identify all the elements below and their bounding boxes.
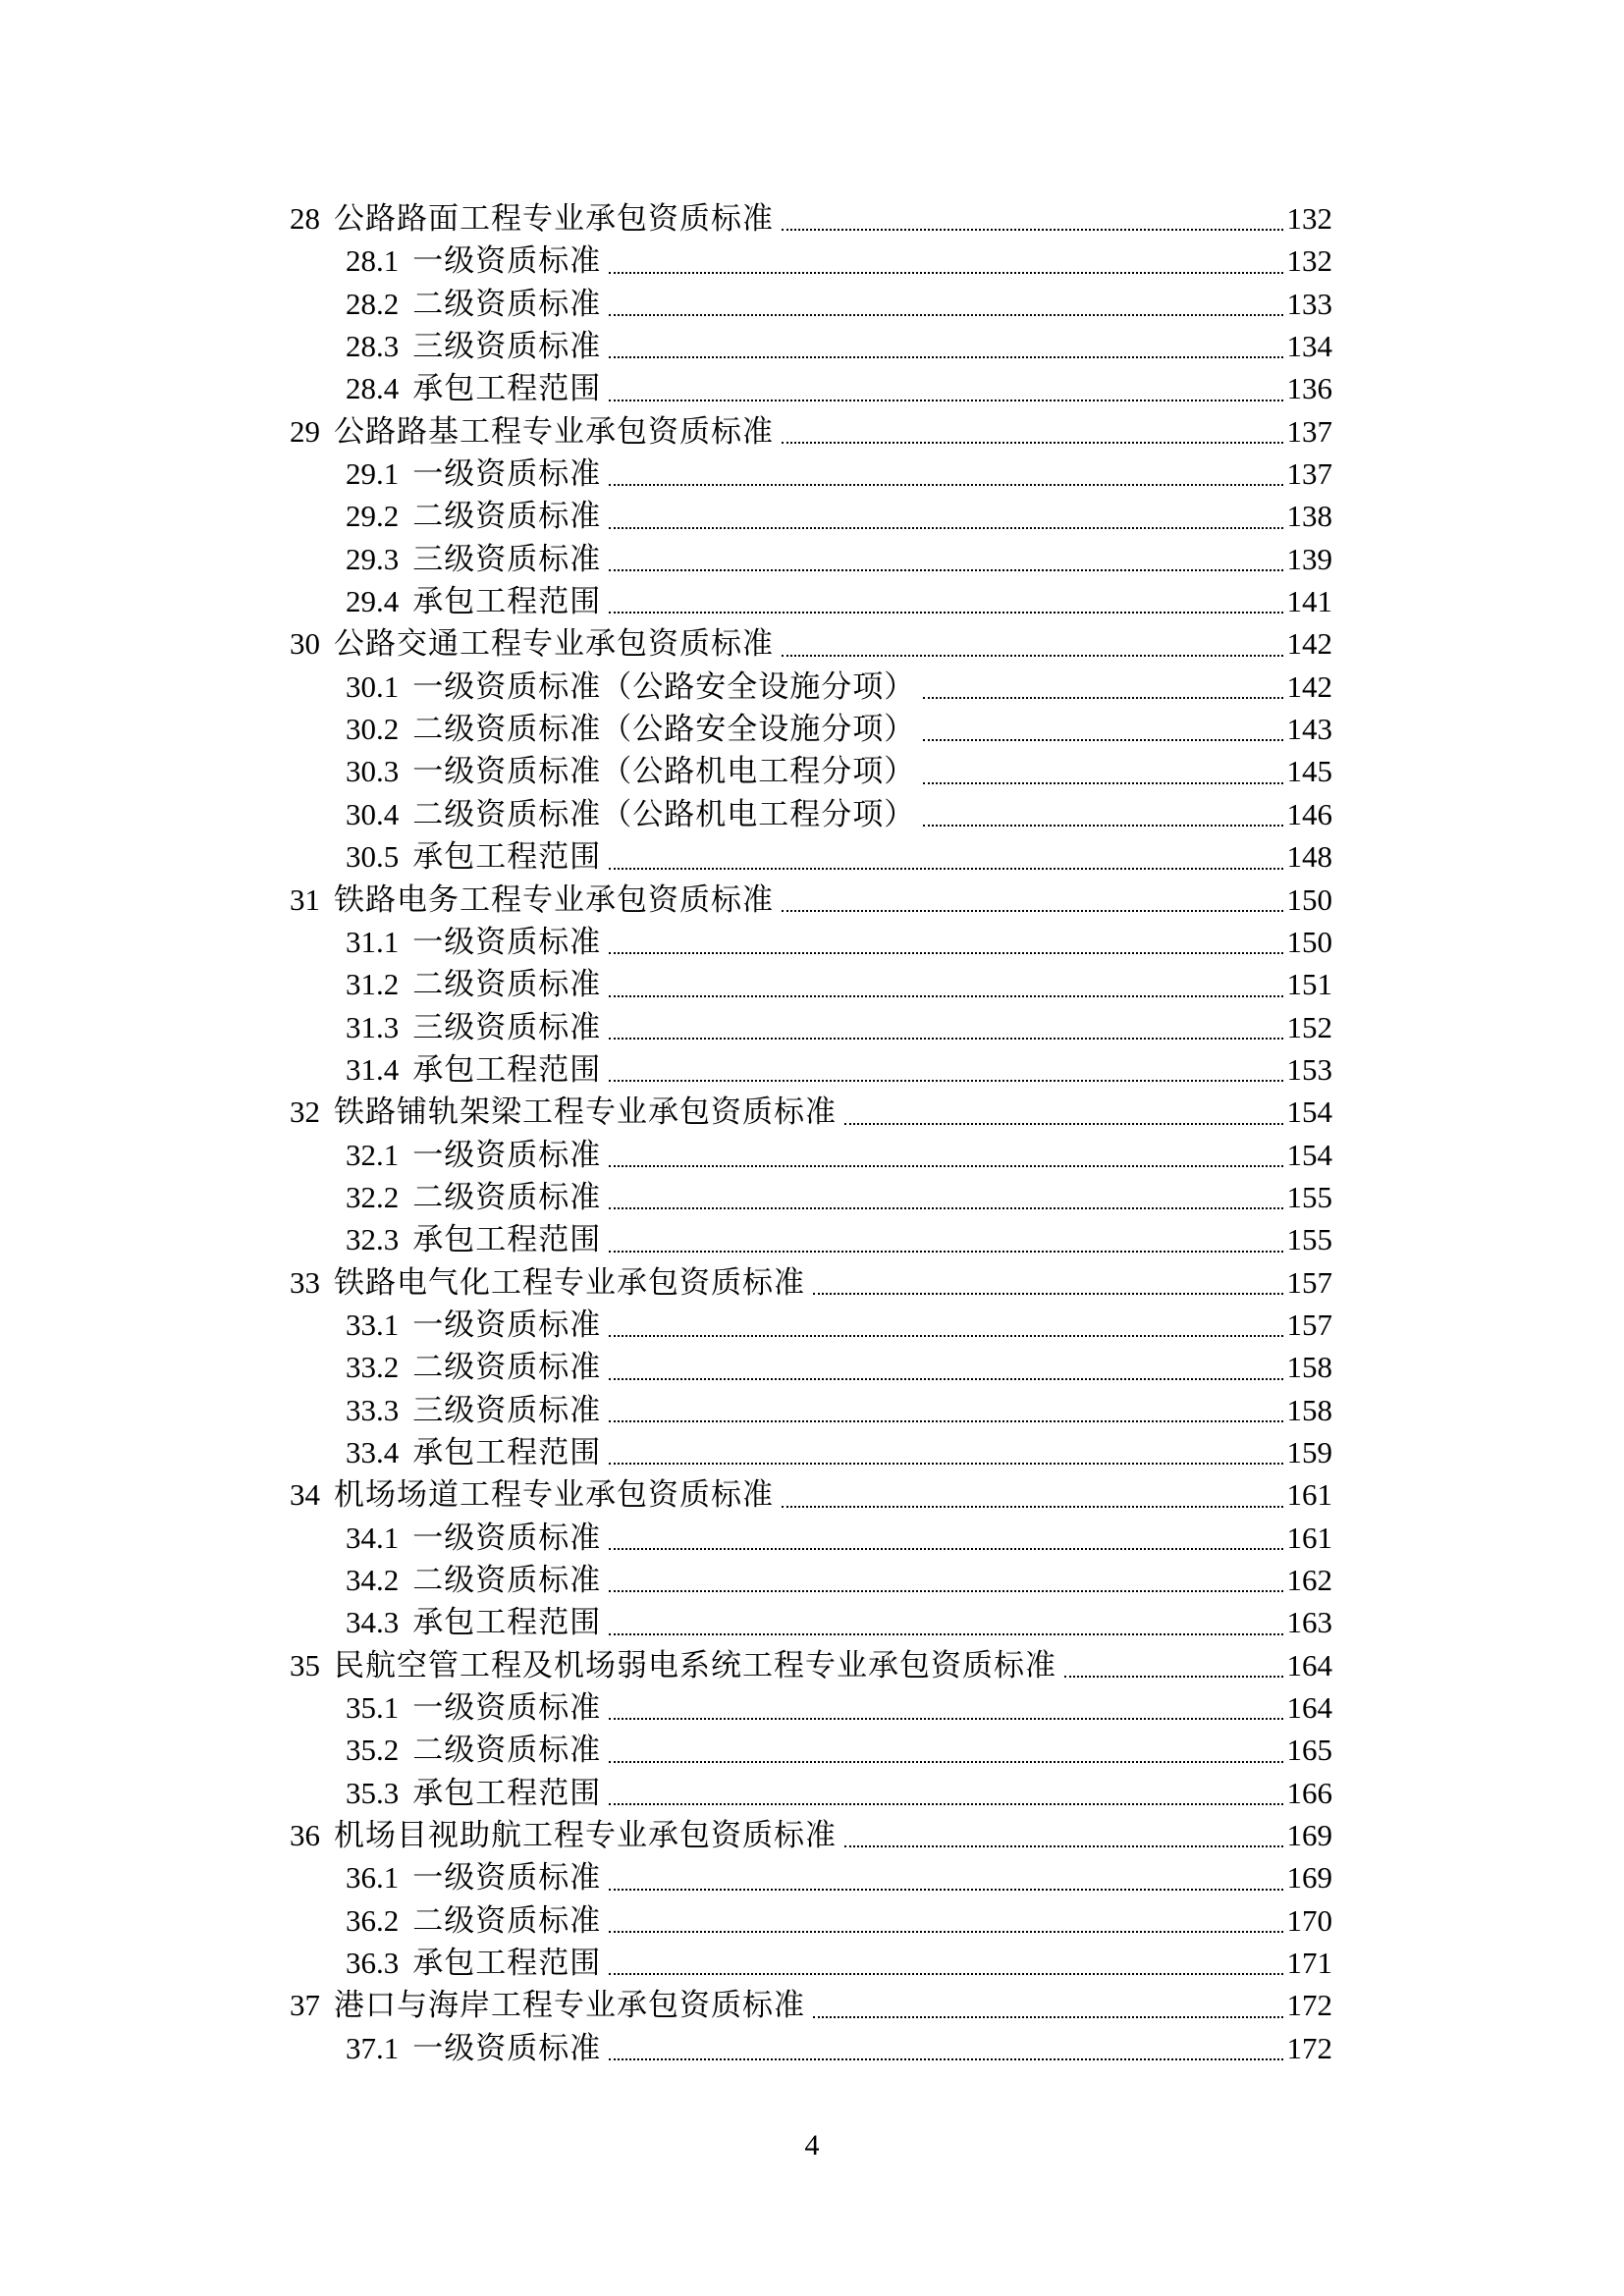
dot-leader xyxy=(601,835,1286,878)
dot-leader xyxy=(601,1686,1286,1729)
toc-entry[interactable] xyxy=(290,1091,1332,1133)
dot-leader xyxy=(601,1856,1286,1898)
dot-leader xyxy=(601,1601,1286,1643)
toc-entry-page: 132 xyxy=(1286,243,1332,279)
toc-entry-number: 35.2 xyxy=(346,1733,400,1768)
toc-entry[interactable] xyxy=(290,1984,1332,2026)
dot-leader xyxy=(601,1899,1286,1942)
toc-entry-number: 29.1 xyxy=(346,456,400,492)
toc-entry-number: 30.1 xyxy=(346,668,400,704)
toc-entry-number: 28.2 xyxy=(346,286,400,321)
toc-entry-number: 30.4 xyxy=(346,796,400,831)
toc-entry-page: 162 xyxy=(1286,1563,1332,1597)
toc-entry[interactable] xyxy=(290,240,1332,282)
toc-entry-page: 166 xyxy=(1286,1775,1332,1810)
toc-entry-title: 一级资质标准 xyxy=(412,2030,602,2065)
toc-entry-page: 143 xyxy=(1286,712,1332,747)
toc-entry[interactable] xyxy=(290,1517,1332,1559)
toc-entry-number: 28.1 xyxy=(346,243,400,279)
toc-entry-title: 承包工程范围 xyxy=(412,584,602,619)
toc-entry[interactable] xyxy=(290,1772,1332,1814)
toc-entry-number: 36.3 xyxy=(346,1946,400,1981)
toc-entry-title: 二级资质标准（公路安全设施分项） xyxy=(412,712,916,747)
toc-entry-title: 港口与海岸工程专业承包资质标准 xyxy=(334,1988,805,2023)
dot-leader xyxy=(805,1261,1287,1304)
toc-entry-title: 一级资质标准（公路安全设施分项） xyxy=(412,668,916,704)
toc-entry-page: 137 xyxy=(1286,456,1332,492)
toc-entry-number: 34.1 xyxy=(346,1520,400,1555)
toc-entry[interactable] xyxy=(290,1644,1332,1686)
toc-entry[interactable] xyxy=(290,1048,1332,1091)
toc-entry-page: 150 xyxy=(1286,924,1332,959)
toc-entry-number: 30.5 xyxy=(346,839,400,875)
dot-leader xyxy=(601,495,1286,537)
toc-entry-number: 30.2 xyxy=(346,712,400,747)
dot-leader xyxy=(601,1006,1286,1048)
dot-leader xyxy=(601,1942,1286,1984)
dot-leader xyxy=(774,622,1287,665)
toc-entry[interactable] xyxy=(290,708,1332,750)
dot-leader xyxy=(601,1389,1286,1431)
toc-entry-page: 172 xyxy=(1286,2030,1332,2065)
toc-entry[interactable] xyxy=(290,1899,1332,1942)
toc-entry-number: 33.2 xyxy=(346,1350,400,1385)
dot-leader xyxy=(774,879,1287,921)
toc-entry[interactable] xyxy=(290,1431,1332,1473)
dot-leader xyxy=(774,1473,1287,1516)
dot-leader xyxy=(601,1729,1286,1771)
toc-entry[interactable] xyxy=(290,1006,1332,1048)
toc-entry-title: 一级资质标准 xyxy=(412,1307,602,1342)
toc-entry[interactable] xyxy=(290,1601,1332,1643)
dot-leader xyxy=(915,793,1286,835)
toc-entry-title: 一级资质标准 xyxy=(412,1690,602,1726)
toc-entry-title: 二级资质标准 xyxy=(412,1733,602,1768)
toc-entry-number: 32.3 xyxy=(346,1222,400,1257)
page-number: 4 xyxy=(804,2129,820,2162)
toc-entry-number: 35.1 xyxy=(346,1690,400,1726)
toc-entry-number: 31.2 xyxy=(346,967,400,1002)
toc-entry-title: 公路路基工程专业承包资质标准 xyxy=(334,413,774,449)
dot-leader xyxy=(915,750,1286,792)
toc-entry[interactable] xyxy=(290,1176,1332,1218)
toc-entry-page: 139 xyxy=(1286,541,1332,576)
table-of-contents xyxy=(290,197,1332,2069)
toc-entry-title: 承包工程范围 xyxy=(412,1434,602,1469)
toc-entry-title: 机场场道工程专业承包资质标准 xyxy=(334,1477,774,1513)
toc-entry-number: 31.3 xyxy=(346,1009,400,1044)
dot-leader xyxy=(601,1346,1286,1388)
dot-leader xyxy=(601,538,1286,580)
toc-entry-number: 32 xyxy=(290,1095,320,1130)
toc-entry-number: 29.4 xyxy=(346,584,400,619)
toc-entry-number: 31.1 xyxy=(346,924,400,959)
toc-entry-page: 158 xyxy=(1286,1392,1332,1427)
toc-entry-title: 一级资质标准 xyxy=(412,456,602,492)
toc-entry-page: 161 xyxy=(1286,1520,1332,1555)
toc-entry-number: 34.3 xyxy=(346,1605,400,1640)
toc-entry-number: 32.2 xyxy=(346,1179,400,1214)
toc-entry[interactable] xyxy=(290,367,1332,409)
toc-entry-number: 28.3 xyxy=(346,329,400,364)
toc-entry-title: 铁路电务工程专业承包资质标准 xyxy=(334,881,774,917)
toc-entry-page: 152 xyxy=(1286,1009,1332,1044)
toc-entry-title: 承包工程范围 xyxy=(412,1222,602,1257)
toc-entry-page: 148 xyxy=(1286,839,1332,875)
toc-entry-page: 150 xyxy=(1286,881,1332,917)
toc-entry-number: 33.1 xyxy=(346,1307,400,1342)
toc-entry[interactable] xyxy=(290,1814,1332,1856)
toc-entry-page: 155 xyxy=(1286,1222,1332,1257)
toc-entry-title: 承包工程范围 xyxy=(412,1946,602,1981)
dot-leader xyxy=(601,1772,1286,1814)
toc-entry-title: 一级资质标准（公路机电工程分项） xyxy=(412,754,916,789)
toc-entry-title: 机场目视助航工程专业承包资质标准 xyxy=(334,1818,837,1853)
toc-entry-number: 33.3 xyxy=(346,1392,400,1427)
toc-entry-title: 一级资质标准 xyxy=(412,1520,602,1555)
toc-entry-page: 169 xyxy=(1286,1818,1332,1853)
toc-entry-page: 154 xyxy=(1286,1095,1332,1130)
toc-entry[interactable] xyxy=(290,2027,1332,2069)
toc-entry[interactable] xyxy=(290,410,1332,453)
toc-entry[interactable] xyxy=(290,325,1332,367)
dot-leader xyxy=(601,1048,1286,1091)
toc-entry-page: 163 xyxy=(1286,1605,1332,1640)
toc-entry-number: 31 xyxy=(290,881,320,917)
toc-entry-title: 一级资质标准 xyxy=(412,1137,602,1172)
toc-entry-title: 三级资质标准 xyxy=(412,1392,602,1427)
toc-entry-title: 一级资质标准 xyxy=(412,924,602,959)
toc-entry[interactable] xyxy=(290,283,1332,325)
toc-entry-page: 142 xyxy=(1286,668,1332,704)
toc-entry[interactable] xyxy=(290,622,1332,665)
toc-entry-number: 36.2 xyxy=(346,1902,400,1938)
dot-leader xyxy=(601,1517,1286,1559)
toc-entry[interactable] xyxy=(290,453,1332,495)
toc-entry-number: 36 xyxy=(290,1818,320,1853)
toc-entry-number: 37 xyxy=(290,1988,320,2023)
toc-entry[interactable] xyxy=(290,1304,1332,1346)
dot-leader xyxy=(837,1091,1287,1133)
dot-leader xyxy=(601,1218,1286,1260)
toc-entry-title: 二级资质标准 xyxy=(412,499,602,534)
toc-entry-page: 151 xyxy=(1286,967,1332,1002)
toc-entry-number: 32.1 xyxy=(346,1137,400,1172)
toc-entry[interactable] xyxy=(290,1134,1332,1176)
toc-entry-page: 146 xyxy=(1286,796,1332,831)
dot-leader xyxy=(915,708,1286,750)
toc-entry-number: 30 xyxy=(290,626,320,662)
dot-leader xyxy=(601,367,1286,409)
dot-leader xyxy=(601,1559,1286,1601)
toc-entry-title: 民航空管工程及机场弱电系统工程专业承包资质标准 xyxy=(334,1647,1056,1682)
toc-entry[interactable] xyxy=(290,963,1332,1005)
toc-entry[interactable] xyxy=(290,538,1332,580)
toc-entry-title: 三级资质标准 xyxy=(412,1009,602,1044)
toc-entry[interactable] xyxy=(290,1346,1332,1388)
toc-entry-title: 三级资质标准 xyxy=(412,329,602,364)
toc-entry-number: 29.2 xyxy=(346,499,400,534)
toc-entry-number: 30.3 xyxy=(346,754,400,789)
toc-entry-page: 155 xyxy=(1286,1179,1332,1214)
toc-entry[interactable] xyxy=(290,1856,1332,1898)
toc-entry-number: 28.4 xyxy=(346,371,400,406)
dot-leader xyxy=(601,240,1286,282)
toc-entry-page: 142 xyxy=(1286,626,1332,662)
toc-entry-title: 公路路面工程专业承包资质标准 xyxy=(334,201,774,236)
toc-entry[interactable] xyxy=(290,1261,1332,1304)
toc-entry-page: 157 xyxy=(1286,1264,1332,1300)
toc-entry-title: 铁路铺轨架梁工程专业承包资质标准 xyxy=(334,1095,837,1130)
toc-entry[interactable] xyxy=(290,879,1332,921)
toc-entry-title: 承包工程范围 xyxy=(412,1605,602,1640)
toc-entry[interactable] xyxy=(290,750,1332,792)
dot-leader xyxy=(601,580,1286,622)
toc-entry-page: 133 xyxy=(1286,286,1332,321)
dot-leader xyxy=(601,1304,1286,1346)
toc-entry-number: 28 xyxy=(290,201,320,236)
toc-entry[interactable] xyxy=(290,921,1332,963)
dot-leader xyxy=(601,453,1286,495)
toc-entry[interactable] xyxy=(290,1473,1332,1516)
dot-leader xyxy=(1056,1644,1287,1686)
toc-entry-number: 34.2 xyxy=(346,1563,400,1597)
toc-entry-number: 31.4 xyxy=(346,1051,400,1087)
toc-entry-number: 34 xyxy=(290,1477,320,1513)
toc-entry[interactable] xyxy=(290,580,1332,622)
dot-leader xyxy=(601,1134,1286,1176)
toc-entry-page: 132 xyxy=(1286,201,1332,236)
toc-entry-title: 一级资质标准 xyxy=(412,1860,602,1896)
toc-entry[interactable] xyxy=(290,1942,1332,1984)
toc-entry[interactable] xyxy=(290,197,1332,240)
toc-entry-title: 承包工程范围 xyxy=(412,839,602,875)
toc-entry[interactable] xyxy=(290,495,1332,537)
toc-entry-title: 一级资质标准 xyxy=(412,243,602,279)
toc-entry-page: 171 xyxy=(1286,1946,1332,1981)
dot-leader xyxy=(601,1431,1286,1473)
toc-entry-number: 29 xyxy=(290,413,320,449)
toc-entry-number: 33 xyxy=(290,1264,320,1300)
toc-entry[interactable] xyxy=(290,666,1332,708)
toc-entry-page: 138 xyxy=(1286,499,1332,534)
dot-leader xyxy=(601,921,1286,963)
toc-entry-page: 136 xyxy=(1286,371,1332,406)
toc-entry-page: 158 xyxy=(1286,1350,1332,1385)
toc-entry-title: 二级资质标准 xyxy=(412,1563,602,1597)
toc-entry-number: 35 xyxy=(290,1647,320,1682)
toc-entry-page: 164 xyxy=(1286,1690,1332,1726)
dot-leader xyxy=(805,1984,1287,2026)
toc-entry-page: 164 xyxy=(1286,1647,1332,1682)
toc-entry-title: 承包工程范围 xyxy=(412,371,602,406)
toc-entry-title: 公路交通工程专业承包资质标准 xyxy=(334,626,774,662)
dot-leader xyxy=(915,666,1286,708)
toc-entry-page: 169 xyxy=(1286,1860,1332,1896)
dot-leader xyxy=(601,325,1286,367)
dot-leader xyxy=(601,1176,1286,1218)
toc-entry[interactable] xyxy=(290,1218,1332,1260)
toc-entry[interactable] xyxy=(290,1686,1332,1729)
toc-entry-title: 二级资质标准 xyxy=(412,1350,602,1385)
toc-entry-number: 36.1 xyxy=(346,1860,400,1896)
toc-entry-title: 二级资质标准 xyxy=(412,1179,602,1214)
toc-entry-number: 37.1 xyxy=(346,2030,400,2065)
toc-entry-title: 承包工程范围 xyxy=(412,1775,602,1810)
toc-entry-page: 172 xyxy=(1286,1988,1332,2023)
toc-entry-page: 159 xyxy=(1286,1434,1332,1469)
toc-entry-title: 二级资质标准 xyxy=(412,967,602,1002)
toc-entry-number: 33.4 xyxy=(346,1434,400,1469)
toc-entry-number: 35.3 xyxy=(346,1775,400,1810)
dot-leader xyxy=(774,197,1287,240)
toc-entry[interactable] xyxy=(290,793,1332,835)
toc-entry-page: 161 xyxy=(1286,1477,1332,1513)
toc-entry-page: 145 xyxy=(1286,754,1332,789)
toc-entry-page: 170 xyxy=(1286,1902,1332,1938)
toc-entry-page: 157 xyxy=(1286,1307,1332,1342)
toc-entry[interactable] xyxy=(290,835,1332,878)
toc-entry-title: 铁路电气化工程专业承包资质标准 xyxy=(334,1264,805,1300)
toc-entry-title: 承包工程范围 xyxy=(412,1051,602,1087)
toc-entry-page: 154 xyxy=(1286,1137,1332,1172)
toc-entry-page: 141 xyxy=(1286,584,1332,619)
page-footer xyxy=(0,2124,1624,2166)
toc-entry-title: 二级资质标准 xyxy=(412,1902,602,1938)
toc-entry-title: 二级资质标准（公路机电工程分项） xyxy=(412,796,916,831)
toc-entry-page: 134 xyxy=(1286,329,1332,364)
toc-entry-title: 三级资质标准 xyxy=(412,541,602,576)
toc-entry-page: 165 xyxy=(1286,1733,1332,1768)
dot-leader xyxy=(774,410,1287,453)
toc-entry-number: 29.3 xyxy=(346,541,400,576)
dot-leader xyxy=(601,283,1286,325)
dot-leader xyxy=(837,1814,1287,1856)
toc-entry-title: 二级资质标准 xyxy=(412,286,602,321)
dot-leader xyxy=(601,2027,1286,2069)
toc-entry[interactable] xyxy=(290,1389,1332,1431)
toc-entry[interactable] xyxy=(290,1729,1332,1771)
toc-entry-page: 153 xyxy=(1286,1051,1332,1087)
dot-leader xyxy=(601,963,1286,1005)
toc-entry[interactable] xyxy=(290,1559,1332,1601)
toc-entry-page: 137 xyxy=(1286,413,1332,449)
